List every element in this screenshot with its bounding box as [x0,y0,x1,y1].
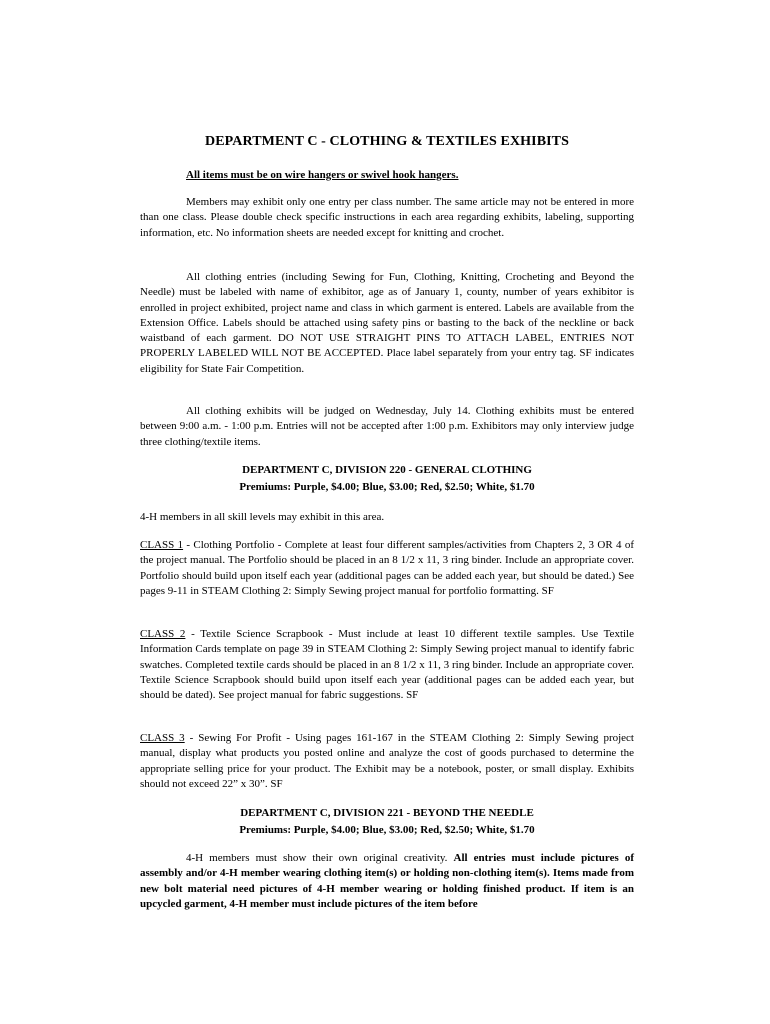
division-221-paragraph [140,851,634,912]
class-1-paragraph [140,538,634,599]
division-220-heading: DEPARTMENT C, DIVISION 220 - GENERAL CLOTHING [242,464,532,476]
class-2-paragraph [140,627,634,703]
document-title: DEPARTMENT C - CLOTHING & TEXTILES EXHIBITS [205,134,569,149]
class-1-text: - Clothing Portfolio - Complete at least four different samples/activities from Chapters 2, 3 OR 4 of the project manual. The Portfolio should be placed in an 8 1/2 x 11, 3 ring binder. Include an appropriate cover. Portfolio should build upon itself each year (additional pages can be added each year, but should be dated.) See pages 9-11 in STEAM Clothing 2: Simply Sewing project manual for portfolio formatting. SF [140,539,634,597]
class-2-label: CLASS 2 [140,628,186,640]
division-220-premiums: Premiums: Purple, $4.00; Blue, $3.00; Red, $2.50; White, $1.70 [239,481,535,493]
intro-paragraph-labels: All clothing entries (including Sewing for Fun, Clothing, Knitting, Crocheting and Beyond the Needle) must be labeled with name of exhibitor, age as of January 1, county, number of years exhibitor is enrolled in project exhibited, project name and class in which garment is entered. Labels are available from the Extension Office. Labels should be attached using safety pins or basting to the back of the neckline or back waistband of each garment. DO NOT USE STRAIGHT PINS TO ATTACH LABEL, ENTRIES NOT PROPERLY LABELED WILL NOT BE ACCEPTED. Place label separately from your entry tag. SF indicates eligibility for State Fair Competition. [140,271,634,375]
class-1-label: CLASS 1 [140,539,184,551]
division-221-heading: DEPARTMENT C, DIVISION 221 - BEYOND THE NEEDLE [240,807,534,819]
intro-paragraph-judging: All clothing exhibits will be judged on Wednesday, July 14. Clothing exhibits must be entered between 9:00 a.m. - 1:00 p.m. Entries will not be accepted after 1:00 p.m. Exhibitors may only interview judge three clothing/textile items. [140,405,634,448]
division-220-note: 4-H members in all skill levels may exhibit in this area. [140,511,385,523]
class-3-label: CLASS 3 [140,732,185,744]
class-3-text: - Sewing For Profit - Using pages 161-167 in the STEAM Clothing 2: Simply Sewing project manual, display what products you posted online and analyze the cost of goods purchased to determine the appropriate selling price for your product. The Exhibit may be a notebook, poster, or small display. Exhibits should not exceed 22” x 30”. SF [140,732,634,790]
division-221-text: 4-H members must show their own original creativity. [186,852,454,864]
hanger-note: All items must be on wire hangers or swivel hook hangers. [186,169,459,181]
class-3-paragraph [140,731,634,792]
class-2-text: - Textile Science Scrapbook - Must include at least 10 different textile samples. Use Textile Information Cards template on page 39 in STEAM Clothing 2: Simply Sewing project manual to identify fabric swatches. Completed textile cards should be placed in an 8 1/2 x 11, 3 ring binder. Include an appropriate cover. Textile Science Scrapbook should build upon itself each year (additional pages can be added each year, but should be dated). See project manual for fabric suggestions. SF [140,628,634,702]
division-221-bold-text: All entries must include pictures of assembly and/or 4-H member wearing clothing item(s) or holding non-clothing item(s). Items made from new bolt material need pictures of 4-H member wearing or holding finished product. If item is an upcycled garment, 4-H member must include pictures of the item before [140,852,634,910]
intro-paragraph-entries: Members may exhibit only one entry per class number. The same article may not be entered in more than one class. Please double check specific instructions in each area regarding exhibits, labeling, supporting information, etc. No information sheets are needed except for knitting and crochet. [140,196,634,239]
division-221-premiums: Premiums: Purple, $4.00; Blue, $3.00; Red, $2.50; White, $1.70 [239,824,535,836]
